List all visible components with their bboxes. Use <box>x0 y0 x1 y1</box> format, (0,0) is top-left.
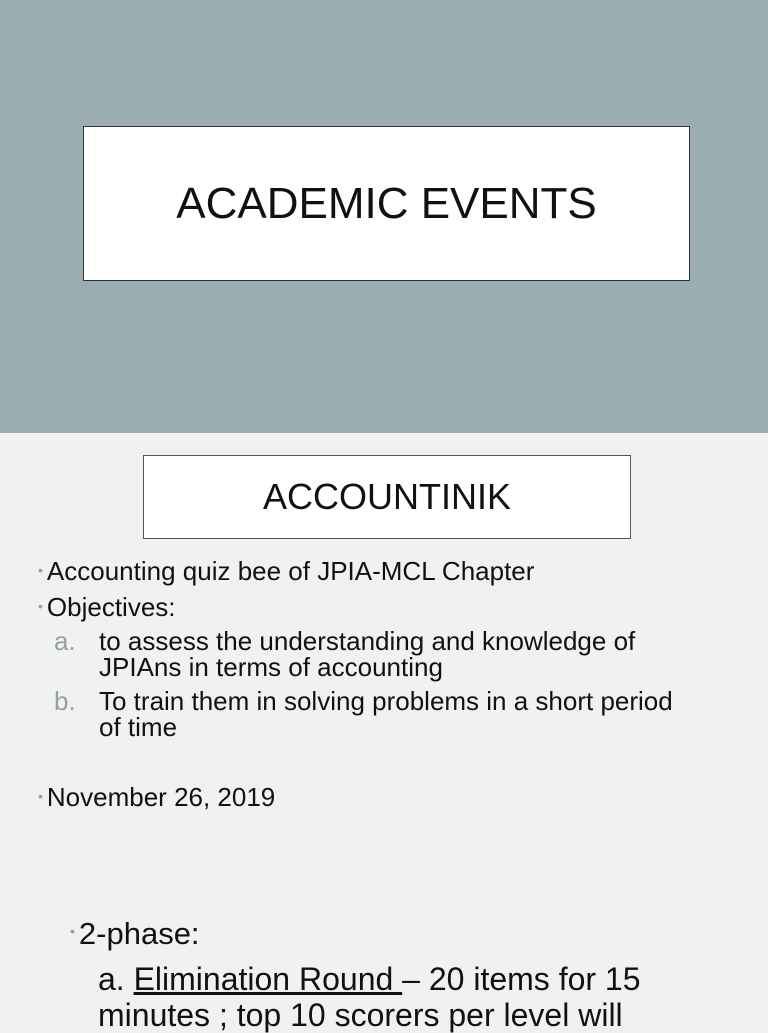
objective-line: JPIAns in terms of accounting <box>99 652 443 682</box>
list-marker: b. <box>54 686 76 716</box>
slide-academic-events <box>0 0 768 433</box>
slide-title-box <box>83 126 690 281</box>
section-heading: ACCOUNTINIK <box>262 476 511 517</box>
bullet-dot-icon: • <box>38 562 43 578</box>
bullet-date: • November 26, 2019 <box>38 782 276 812</box>
bullet-dot-icon: • <box>38 788 43 804</box>
bullet-description: • Accounting quiz bee of JPIA-MCL Chapter <box>38 556 535 586</box>
round-marker: a. <box>98 961 125 997</box>
bullet-dot-icon: • <box>38 598 43 614</box>
objective-line: To train them in solving problems in a short period <box>99 686 673 716</box>
objective-line: to assess the understanding and knowledge of <box>99 626 636 656</box>
round-description: – 20 items for 15 minutes ; top 10 scorers per level will <box>98 961 641 1033</box>
section-heading-box <box>143 455 631 539</box>
bullet-objectives: • Objectives: <box>38 592 176 622</box>
elimination-round-text <box>98 961 738 1033</box>
slide-title: ACADEMIC EVENTS <box>176 178 597 228</box>
objective-line: of time <box>99 712 178 742</box>
phase-heading: • 2-phase: <box>70 916 200 951</box>
slide-accountinik <box>0 433 768 1033</box>
bullet-dot-icon: • <box>70 923 75 939</box>
list-marker: a. <box>54 626 76 656</box>
round-name: Elimination Round <box>133 961 403 997</box>
